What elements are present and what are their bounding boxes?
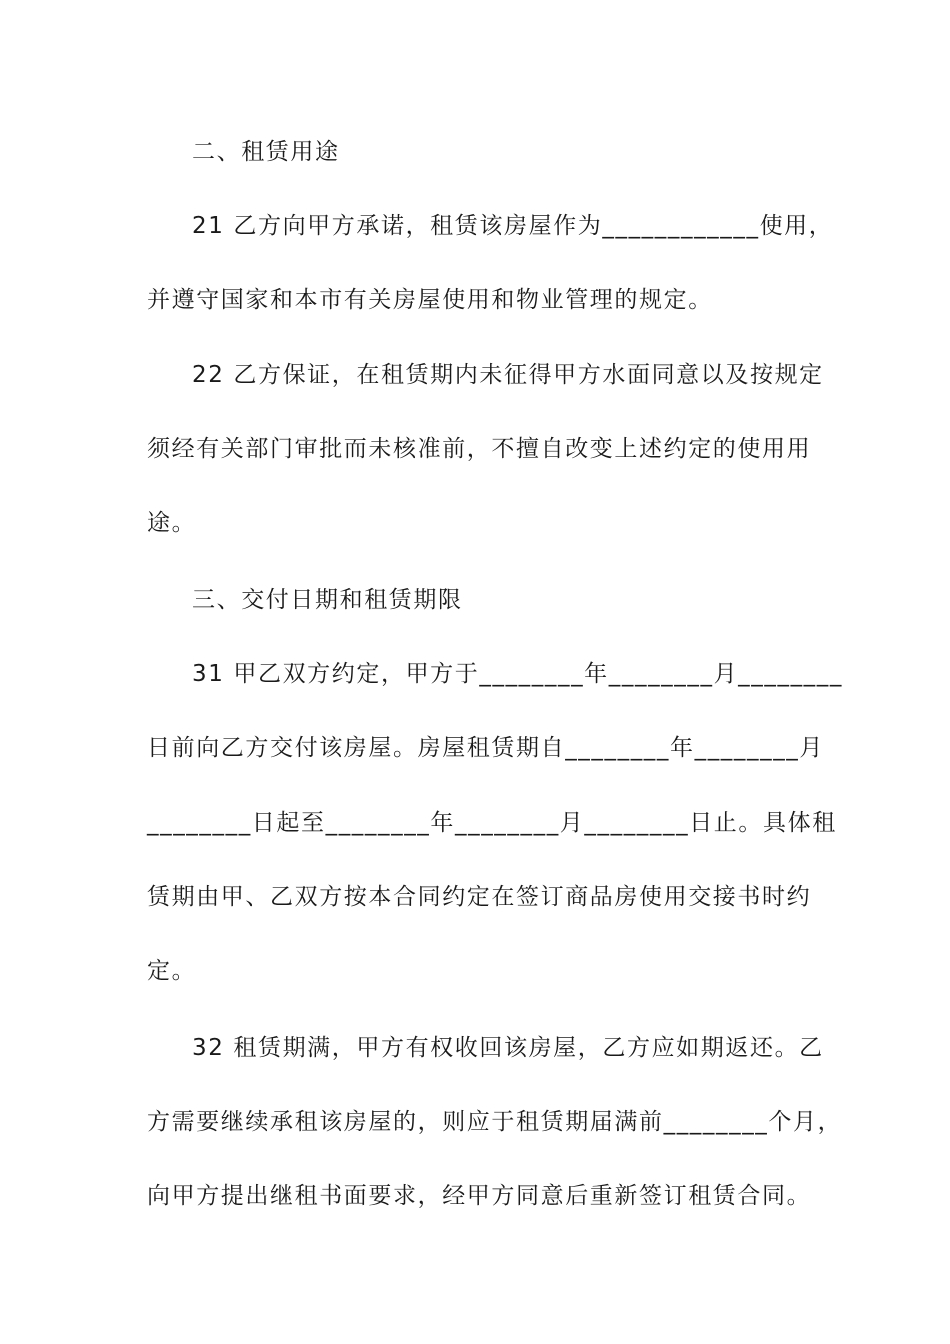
clause-3-2-line-2: 方需要继续承租该房屋的，则应于租赁期届满前________个月， bbox=[147, 1109, 843, 1135]
clause-3-2-line-1: 32 租赁期满，甲方有权收回该房屋，乙方应如期返还。乙 bbox=[192, 1035, 824, 1061]
clause-2-1-line-1: 21 乙方向甲方承诺，租赁该房屋作为____________使用， bbox=[192, 213, 834, 239]
section-heading-delivery-term: 三、交付日期和租赁期限 bbox=[192, 587, 463, 613]
clause-2-1-line-2: 并遵守国家和本市有关房屋使用和物业管理的规定。 bbox=[147, 287, 713, 313]
clause-2-2-line-3: 途。 bbox=[147, 510, 197, 536]
clause-3-1-line-2: 日前向乙方交付该房屋。房屋租赁期自________年________月 bbox=[147, 735, 824, 761]
clause-3-1-line-4: 赁期由甲、乙双方按本合同约定在签订商品房使用交接书时约 bbox=[147, 884, 812, 910]
clause-3-1-line-1: 31 甲乙双方约定，甲方于________年________月________ bbox=[192, 661, 843, 687]
clause-3-1-line-5: 定。 bbox=[147, 958, 197, 984]
clause-2-2-line-1: 22 乙方保证，在租赁期内未征得甲方水面同意以及按规定 bbox=[192, 362, 824, 388]
clause-3-2-line-3: 向甲方提出继租书面要求，经甲方同意后重新签订租赁合同。 bbox=[147, 1183, 812, 1209]
clause-3-1-line-3: ________日起至________年________月________日止。具体租 bbox=[147, 810, 837, 836]
clause-2-2-line-2: 须经有关部门审批而未核准前，不擅自改变上述约定的使用用 bbox=[147, 436, 812, 462]
section-heading-lease-purpose: 二、租赁用途 bbox=[192, 139, 340, 165]
